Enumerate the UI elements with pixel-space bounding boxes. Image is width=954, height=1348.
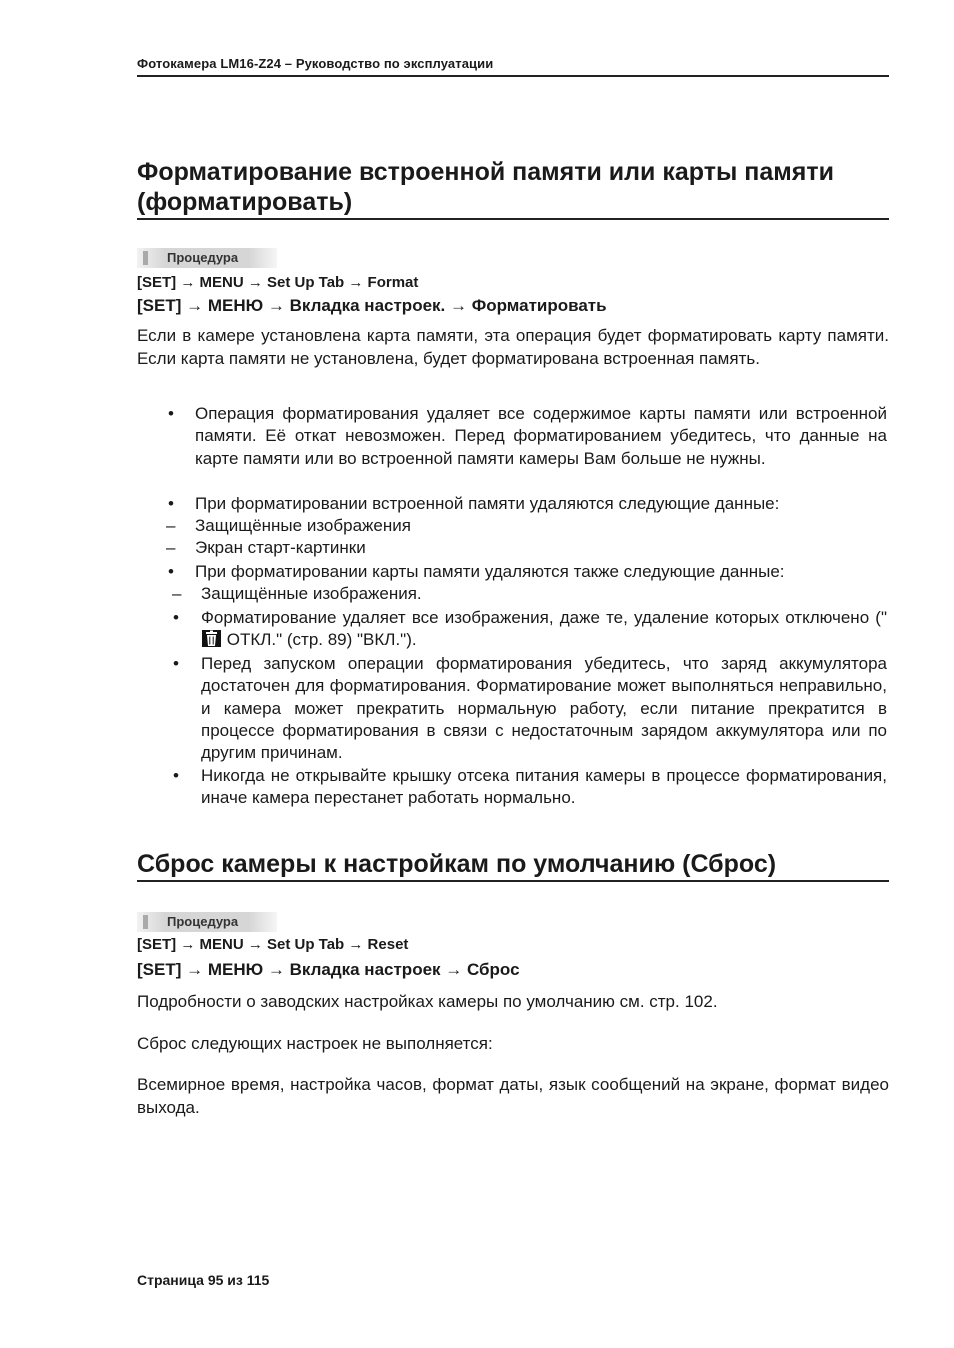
page-number: Страница 95 из 115 xyxy=(137,1272,270,1288)
list-item-text: Защищённые изображения. xyxy=(201,584,422,603)
list-item-text: Операция форматирования удаляет все содержимое карты памяти или встроенной памяти. Её откат невозможен. Перед форматированием убедитесь, что данные на карте памяти или во встроенной памяти камеры Вам больше не нужны. xyxy=(195,404,887,468)
trash-icon xyxy=(202,630,221,647)
menu-path-en: [SET] → MENU → Set Up Tab → Reset xyxy=(137,936,409,953)
bullet-marker: • xyxy=(168,562,174,581)
running-header: Фотокамера LM16-Z24 – Руководство по эксплуатации xyxy=(137,56,889,77)
reset-exceptions-paragraph: Сброс следующих настроек не выполняется: xyxy=(137,1034,493,1053)
list-item-text-after: ОТКЛ." (стр. 89) "ВКЛ."). xyxy=(222,630,417,650)
list-item-text-before: Форматирование удаляет все изображения, даже те, удаление которых отключено (" xyxy=(201,608,887,627)
procedure-marker xyxy=(143,915,148,929)
bullet-marker: • xyxy=(168,404,174,423)
dash-marker: – xyxy=(172,584,182,603)
list-item-text: Защищённые изображения xyxy=(195,516,411,535)
bullet-marker: • xyxy=(173,608,179,627)
intro-paragraph: Если в камере установлена карта памяти, эта операция будет форматировать карту памяти. Если карта памяти не установлена, будет форматирована встроенная память. xyxy=(137,326,889,368)
reset-details-paragraph: Подробности о заводских настройках камеры по умолчанию см. стр. 102. xyxy=(137,992,718,1011)
bullet-marker: • xyxy=(173,766,179,785)
list-item-text: Перед запуском операции форматирования убедитесь, что заряд аккумулятора достаточен для форматирования. Форматирование может выполняться неправильно, и камера может прекратить нормальную работу, если питание прекратится в процессе форматирования в связи с недостаточным зарядом аккумулятора или по другим причинам. xyxy=(201,654,887,763)
menu-path-en: [SET] → MENU → Set Up Tab → Format xyxy=(137,274,419,291)
list-item-text: При форматировании карты памяти удаляются также следующие данные: xyxy=(195,562,785,581)
list-item-text xyxy=(201,607,887,652)
procedure-label: Процедура xyxy=(167,914,239,929)
procedure-badge xyxy=(137,912,277,932)
list-item-text: При форматировании встроенной памяти удаляются следующие данные: xyxy=(195,494,780,513)
dash-marker: – xyxy=(166,538,176,557)
dash-marker: – xyxy=(166,516,176,535)
section-title-format: Форматирование встроенной памяти или карты памяти (форматировать) xyxy=(137,157,889,220)
menu-path-ru: [SET] → МЕНЮ → Вкладка настроек. → Форматировать xyxy=(137,296,607,315)
list-item-text: Никогда не открывайте крышку отсека питания камеры в процессе форматирования, иначе камера перестанет работать нормально. xyxy=(201,766,887,808)
procedure-badge xyxy=(137,248,277,268)
list-item-text: Экран старт-картинки xyxy=(195,538,366,557)
reset-exceptions-list: Всемирное время, настройка часов, формат даты, язык сообщений на экране, формат видео выхода. xyxy=(137,1075,889,1117)
section-title-reset: Сброс камеры к настройкам по умолчанию (Сброс) xyxy=(137,849,889,882)
procedure-marker xyxy=(143,251,148,265)
menu-path-ru: [SET] → МЕНЮ → Вкладка настроек → Сброс xyxy=(137,960,520,979)
bullet-marker: • xyxy=(173,654,179,673)
bullet-marker: • xyxy=(168,494,174,513)
procedure-label: Процедура xyxy=(167,250,239,265)
